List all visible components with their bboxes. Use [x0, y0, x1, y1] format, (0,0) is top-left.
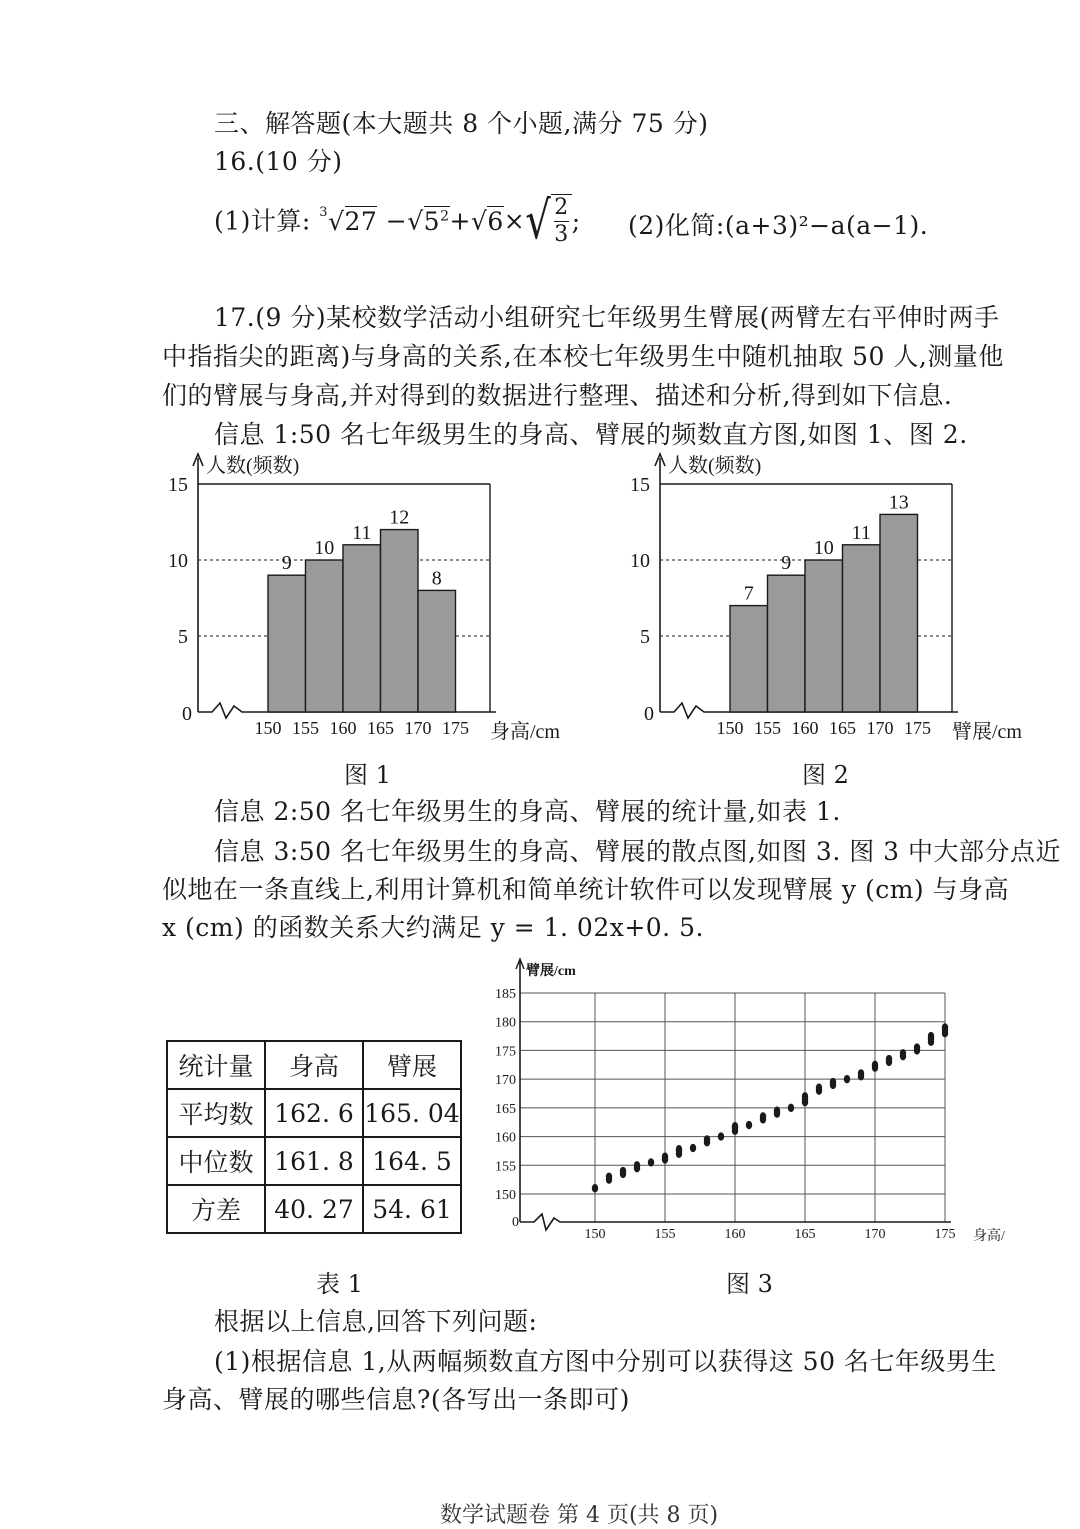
y-tick-label: 5: [178, 626, 188, 648]
y-tick-label: 175: [495, 1044, 516, 1060]
scatter-point: [676, 1145, 682, 1153]
y-tick-label: 160: [495, 1130, 516, 1146]
q17-info2: 信息 2:50 名七年级男生的身高、臂展的统计量,如表 1.: [214, 797, 841, 826]
origin-label: 0: [512, 1215, 519, 1230]
x-tick-label: 150: [584, 1227, 606, 1242]
q17-line3: 们的臂展与身高,并对得到的数据进行整理、描述和分析,得到如下信息.: [162, 381, 953, 410]
table-header-row: [167, 1041, 461, 1089]
table-cell: 162. 6: [265, 1089, 363, 1137]
x-tick-label: 170: [866, 718, 894, 738]
scatter-point: [802, 1092, 808, 1100]
bar-value-label: 11: [352, 521, 372, 544]
table-header-cell: 身高: [265, 1041, 363, 1089]
scatter-point: [788, 1104, 794, 1112]
bar-value-label: 10: [314, 537, 335, 559]
table-header-cell: 统计量: [167, 1041, 265, 1089]
table-row: [167, 1185, 461, 1233]
scatter-point: [704, 1135, 710, 1143]
origin-label: 0: [182, 703, 192, 725]
q17-line2: 中指指尖的距离)与身高的关系,在本校七年级男生中随机抽取 50 人,测量他: [162, 342, 1004, 371]
scatter-point: [662, 1152, 668, 1160]
q16-part2-label: (2)化简:: [628, 211, 725, 240]
q17-info3-line3: x (cm) 的函数关系大约满足 y = 1. 02x+0. 5.: [162, 913, 704, 942]
histogram-bar: [730, 606, 768, 712]
table-cell: 164. 5: [363, 1137, 461, 1185]
scatter-point: [592, 1184, 598, 1192]
scatter-point: [718, 1132, 724, 1140]
y-tick-label: 170: [495, 1073, 516, 1089]
figure2-caption: 图 2: [802, 761, 849, 789]
table-cell: 40. 27: [265, 1185, 363, 1233]
histogram-bar: [306, 560, 344, 712]
y-tick-label: 155: [495, 1159, 516, 1175]
scatter-point: [620, 1167, 626, 1175]
scatter-point: [816, 1084, 822, 1092]
origin-label: 0: [644, 703, 654, 725]
histogram-bar: [843, 545, 881, 712]
sub1-line2: 身高、臂展的哪些信息?(各写出一条即可): [162, 1385, 630, 1414]
q16-part1-label: (1)计算:: [214, 206, 311, 236]
radical-sign-large: √: [525, 191, 552, 251]
bar-value-label: 12: [389, 506, 410, 529]
q17-line1: 17.(9 分)某校数学活动小组研究七年级男生臂展(两臂左右平伸时两手: [214, 303, 1000, 332]
y-axis-label: 人数(频数): [206, 455, 300, 477]
x-tick-label: 175: [934, 1227, 956, 1242]
table-cell: 161. 8: [265, 1137, 363, 1185]
table1-caption: 表 1: [316, 1270, 363, 1298]
fraction-denominator: 3: [554, 222, 569, 247]
y-tick-label: 185: [495, 987, 516, 1002]
radical-sign: √: [470, 206, 488, 236]
scatter-point: [886, 1055, 892, 1063]
scatter-point: [606, 1173, 612, 1181]
y-tick-label: 15: [630, 474, 650, 496]
y-tick-label: 150: [495, 1188, 516, 1203]
x-tick-label: 150: [716, 718, 744, 738]
x-tick-label: 155: [654, 1227, 676, 1242]
scatter-point: [648, 1158, 654, 1166]
figure2-histogram: [622, 450, 1042, 750]
bar-value-label: 9: [781, 552, 792, 575]
minus-sign: −: [385, 206, 408, 236]
x-tick-label: 175: [904, 718, 931, 738]
x-tick-label: 165: [794, 1227, 816, 1242]
figure3-scatter: [488, 955, 1028, 1250]
scatter-point: [942, 1023, 948, 1031]
q16-part2: [628, 206, 928, 242]
plus-sign: +: [449, 206, 471, 236]
scatter-point: [746, 1121, 752, 1129]
y-tick-label: 15: [168, 474, 188, 496]
radicand-5: 5: [423, 206, 441, 236]
answer-intro: 根据以上信息,回答下列问题:: [214, 1307, 538, 1336]
section-heading: 三、解答题(本大题共 8 个小题,满分 75 分): [214, 109, 709, 138]
y-axis-label: 人数(频数): [668, 455, 762, 477]
histogram-bar: [880, 514, 918, 712]
table1-statistics: [166, 1040, 462, 1234]
bar-value-label: 9: [281, 552, 292, 575]
figure3-caption: 图 3: [726, 1270, 773, 1298]
bar-value-label: 10: [813, 537, 834, 559]
cube-root-index: 3: [319, 205, 329, 221]
table-cell: 165. 04: [363, 1089, 461, 1137]
x-tick-label: 160: [329, 718, 357, 738]
q16-part1: [214, 191, 581, 256]
scatter-point: [844, 1075, 850, 1083]
q17-info3-line2: 似地在一条直线上,利用计算机和简单统计软件可以发现臂展 y (cm) 与身高: [162, 875, 1010, 904]
q17-info1: 信息 1:50 名七年级男生的身高、臂展的频数直方图,如图 1、图 2.: [214, 420, 968, 449]
bar-value-label: 11: [851, 521, 871, 544]
y-tick-label: 180: [495, 1015, 516, 1031]
sub1-line1: (1)根据信息 1,从两幅频数直方图中分别可以获得这 50 名七年级男生: [214, 1347, 997, 1376]
figure1-histogram: [160, 450, 580, 750]
q17-info3-line1: 信息 3:50 名七年级男生的身高、臂展的散点图,如图 3. 图 3 中大部分点近: [214, 837, 1062, 866]
table-row: [167, 1089, 461, 1137]
q16-part1-end: ;: [571, 206, 581, 236]
table-cell: 中位数: [167, 1137, 265, 1185]
bar-value-label: 8: [431, 567, 442, 590]
histogram-bar: [381, 530, 419, 712]
table-cell: 方差: [167, 1185, 265, 1233]
histogram-bar: [768, 575, 806, 712]
y-axis-label: 臂展/cm: [526, 964, 576, 979]
histogram-bar: [418, 590, 456, 712]
x-tick-label: 175: [442, 718, 469, 738]
figure1-caption: 图 1: [344, 761, 391, 789]
fraction-numerator: 2: [554, 195, 569, 220]
scatter-point: [872, 1061, 878, 1069]
x-tick-label: 150: [254, 718, 282, 738]
scatter-point: [760, 1112, 766, 1120]
y-tick-label: 10: [168, 550, 188, 572]
x-tick-label: 165: [829, 718, 856, 738]
scatter-point: [858, 1069, 864, 1077]
radicand-6: 6: [487, 206, 504, 236]
x-axis-label: 臂展/cm: [952, 721, 1022, 743]
y-tick-label: 165: [495, 1101, 516, 1117]
x-axis-label: 身高/: [973, 1229, 1005, 1244]
table-row: [167, 1137, 461, 1185]
scatter-point: [732, 1122, 738, 1130]
x-tick-label: 170: [864, 1227, 886, 1242]
radicand-27: 27: [344, 206, 378, 236]
table-header-cell: 臂展: [363, 1041, 461, 1089]
scatter-point: [634, 1161, 640, 1169]
histogram-bar: [805, 560, 843, 712]
scatter-point: [928, 1032, 934, 1040]
radical-sign: √: [328, 206, 345, 236]
table-cell: 54. 61: [363, 1185, 461, 1233]
x-tick-label: 155: [754, 718, 781, 738]
q16-part2-expression: (a+3)²−a(a−1).: [724, 211, 929, 240]
x-tick-label: 160: [791, 718, 819, 738]
y-tick-label: 10: [630, 550, 650, 572]
x-tick-label: 160: [724, 1227, 746, 1242]
x-tick-label: 155: [292, 718, 319, 738]
histogram-bar: [268, 575, 306, 712]
scatter-point: [690, 1144, 696, 1152]
x-tick-label: 165: [367, 718, 394, 738]
page-footer: 数学试题卷 第 4 页(共 8 页): [440, 1503, 719, 1528]
q16-header: 16.(10 分): [214, 147, 343, 176]
scatter-point: [830, 1078, 836, 1086]
bar-value-label: 7: [743, 582, 754, 605]
x-tick-label: 170: [404, 718, 432, 738]
bar-value-label: 13: [888, 491, 909, 514]
scatter-point: [900, 1049, 906, 1057]
y-tick-label: 5: [640, 626, 650, 648]
x-axis-label: 身高/cm: [490, 721, 560, 743]
table-cell: 平均数: [167, 1089, 265, 1137]
scatter-point: [914, 1043, 920, 1051]
radical-sign: √: [407, 206, 424, 236]
times-sign: ×: [503, 206, 526, 236]
scatter-point: [774, 1107, 780, 1115]
histogram-bar: [343, 545, 381, 712]
exponent-2: 2: [440, 208, 450, 225]
